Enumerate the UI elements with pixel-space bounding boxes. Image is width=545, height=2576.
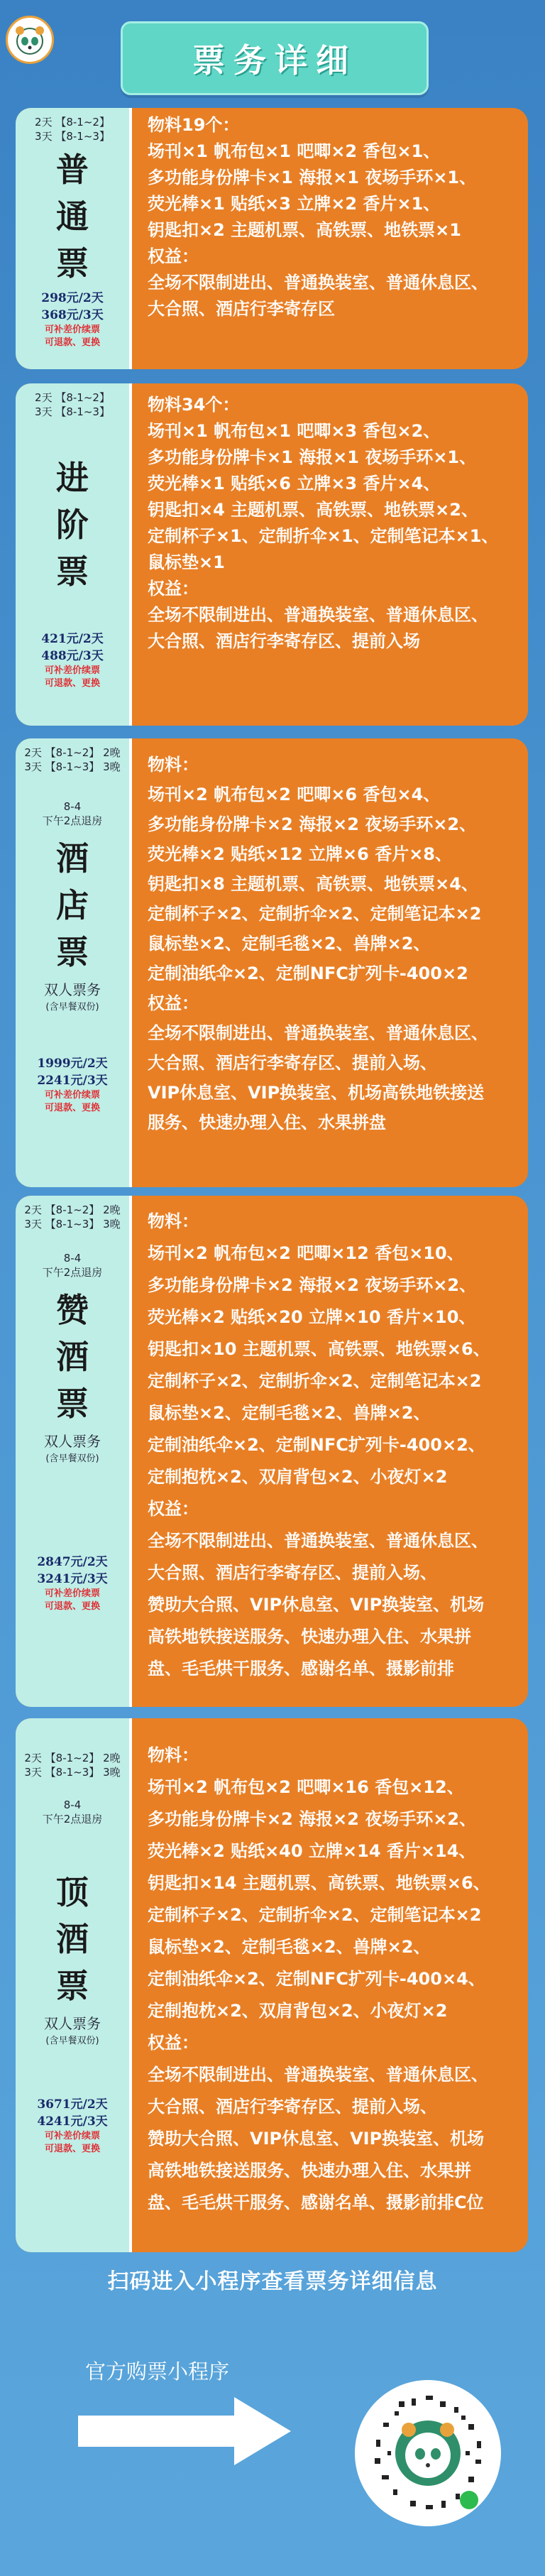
checkout-info: 8-4 下午2点退房: [42, 1252, 103, 1279]
double-ticket-label: 双人票务: [44, 2015, 101, 2032]
ticket-card-sponsor: [16, 1196, 528, 1707]
ticket-info-panel: [16, 1718, 132, 2252]
ticket-days: 2天 【8-1~2】 2晚 3天 【8-1~3】 3晚: [24, 1752, 121, 1779]
ticket-card-top: [16, 1718, 528, 2252]
ticket-info-panel: [16, 108, 132, 369]
note-upgrade: 可补差价续票: [44, 324, 100, 335]
double-ticket-label: 双人票务: [44, 981, 101, 998]
double-ticket-label: 双人票务: [44, 1433, 101, 1450]
ticket-name-char: 票: [56, 244, 89, 283]
price-3day: 2241元/3天: [37, 1074, 108, 1088]
ticket-name-char: 阶: [56, 506, 89, 544]
ticket-name-char: 票: [56, 933, 89, 971]
ticket-days: 2天 【8-1~2】 3天 【8-1~3】: [35, 391, 110, 418]
ticket-info-panel: [16, 738, 132, 1187]
ticket-details: 物料19个： 场刊×1 帆布包×1 吧唧×2 香包×1、 多功能身份牌卡×1 海报×1 夜场手环×1、 荧光棒×1 贴纸×3 立牌×2 香片×1、 钥匙扣×2 主题机票、高铁票、地铁票×1 权益： 全场不限制进出、普通换装室、普通休息区、 大合照、酒店行李寄存区: [148, 115, 488, 319]
ticket-name-char: 票: [56, 552, 89, 591]
ticket-name-char: 票: [56, 1385, 89, 1423]
wechat-miniprogram-icon: [460, 2491, 478, 2509]
checkout-info: 8-4 下午2点退房: [42, 1799, 103, 1825]
ticket-details: 物料： 场刊×2 帆布包×2 吧唧×6 香包×4、 多功能身份牌卡×2 海报×2 夜场手环×2、 荧光棒×2 贴纸×12 立牌×6 香片×8、 钥匙扣×8 主题机票、高铁票、地铁票×4、 定制杯子×2、定制折伞×2、定制笔记本×2 鼠标垫×2、定制毛毯×2、兽牌×2、 定制油纸伞×2、定制NFC扩列卡-400×2 权益： 全场不限制进出、普通换装室、普通休息区、 大合照、酒店行李寄存区、提前入场、 VIP休息室、VIP换装室、机场高铁地铁接送 服务、快速办理入住、水果拼盘: [148, 755, 488, 1133]
price-3day: 4241元/3天: [37, 2114, 108, 2129]
note-refund: 可退款、更换: [44, 1103, 100, 1113]
price-2day: 298元/2天: [41, 291, 104, 305]
ticket-name-char: 顶: [56, 1873, 89, 1911]
mini-program-label: 官方购票小程序: [85, 2359, 230, 2384]
ticket-name-char: 进: [56, 459, 89, 497]
price-2day: 1999元/2天: [37, 1057, 108, 1071]
note-upgrade: 可补差价续票: [44, 1090, 100, 1101]
breakfast-note: (含早餐双份): [45, 1002, 99, 1013]
qr-code-icon[interactable]: [355, 2380, 501, 2526]
note-refund: 可退款、更换: [44, 337, 100, 348]
note-upgrade: 可补差价续票: [44, 1588, 100, 1599]
ticket-name-char: 店: [56, 886, 89, 924]
breakfast-note: (含早餐双份): [45, 2036, 99, 2046]
right-arrow-icon: [78, 2397, 298, 2468]
ticket-info-panel: [16, 1196, 132, 1707]
ticket-info-panel: [16, 383, 132, 726]
ticket-name-char: 赞: [56, 1291, 89, 1329]
page-title-banner: [121, 21, 429, 95]
ticket-card-advanced: [16, 383, 528, 726]
note-refund: 可退款、更换: [44, 1601, 100, 1612]
ticket-card-hotel: [16, 738, 528, 1187]
ticket-days: 2天 【8-1~2】 2晚 3天 【8-1~3】 3晚: [24, 1204, 121, 1230]
note-upgrade: 可补差价续票: [44, 2131, 100, 2141]
panda-logo-icon: [6, 16, 54, 64]
ticket-card-standard: [16, 108, 528, 369]
ticket-name-char: 普: [56, 151, 89, 189]
ticket-days: 2天 【8-1~2】 3天 【8-1~3】: [35, 116, 110, 143]
note-refund: 可退款、更换: [44, 678, 100, 689]
breakfast-note: (含早餐双份): [45, 1453, 99, 1464]
ticket-name-char: 票: [56, 1967, 89, 2005]
checkout-info: 8-4 下午2点退房: [42, 800, 103, 827]
scan-instruction: 扫码进入小程序查看票务详细信息: [107, 2269, 438, 2294]
price-2day: 421元/2天: [41, 632, 104, 646]
ticket-name-char: 酒: [56, 839, 89, 878]
ticket-details: 物料34个： 场刊×1 帆布包×1 吧唧×3 香包×2、 多功能身份牌卡×1 海报×1 夜场手环×1、 荧光棒×1 贴纸×6 立牌×3 香片×4、 钥匙扣×4 主题机票、高铁票、地铁票×2、 定制杯子×1、定制折伞×1、定制笔记本×1、 鼠标垫×1 权益： 全场不限制进出、普通换装室、普通休息区、 大合照、酒店行李寄存区、提前入场: [148, 395, 499, 651]
ticket-name-char: 通: [56, 197, 89, 236]
price-3day: 488元/3天: [41, 649, 104, 663]
note-refund: 可退款、更换: [44, 2144, 100, 2154]
ticket-details: 物料： 场刊×2 帆布包×2 吧唧×12 香包×10、 多功能身份牌卡×2 海报×2 夜场手环×2、 荧光棒×2 贴纸×20 立牌×10 香片×10、 钥匙扣×10 主题机票、高铁票、地铁票×6、 定制杯子×2、定制折伞×2、定制笔记本×2 鼠标垫×2、定制毛毯×2、兽牌×2、 定制油纸伞×2、定制NFC扩列卡-400×2、 定制抱枕×2、双肩背包×2、小夜灯×2 权益： 全场不限制进出、普通换装室、普通休息区、 大合照、酒店行李寄存区、提前入场、 赞助大合照、VIP休息室、VIP换装室、机场 高铁地铁接送服务、快速办理入住、水果拼 盘、毛毛烘干服务、感谢名单、摄影前排: [148, 1211, 490, 1679]
price-3day: 3241元/3天: [37, 1572, 108, 1586]
price-2day: 3671元/2天: [37, 2097, 108, 2112]
note-upgrade: 可补差价续票: [44, 665, 100, 676]
ticket-details: 物料： 场刊×2 帆布包×2 吧唧×16 香包×12、 多功能身份牌卡×2 海报×2 夜场手环×2、 荧光棒×2 贴纸×40 立牌×14 香片×14、 钥匙扣×14 主题机票、高铁票、地铁票×6、 定制杯子×2、定制折伞×2、定制笔记本×2 鼠标垫×2、定制毛毯×2、兽牌×2、 定制油纸伞×2、定制NFC扩列卡-400×4、 定制抱枕×2、双肩背包×2、小夜灯×2 权益： 全场不限制进出、普通换装室、普通休息区、 大合照、酒店行李寄存区、提前入场、 赞助大合照、VIP休息室、VIP换装室、机场 高铁地铁接送服务、快速办理入住、水果拼 盘、毛毛烘干服务、感谢名单、摄影前排C位: [148, 1745, 490, 2212]
page-title: 票务详细: [192, 41, 357, 80]
price-3day: 368元/3天: [41, 308, 104, 322]
price-2day: 2847元/2天: [37, 1555, 108, 1569]
ticket-days: 2天 【8-1~2】 2晚 3天 【8-1~3】 3晚: [24, 746, 121, 773]
ticket-name-char: 酒: [56, 1920, 89, 1958]
ticket-name-char: 酒: [56, 1338, 89, 1376]
